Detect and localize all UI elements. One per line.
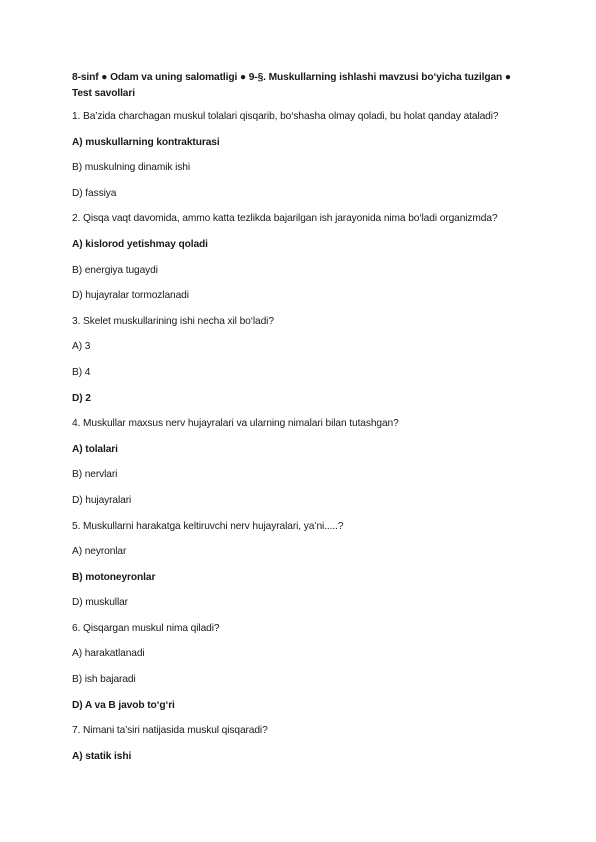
answer-option: D) hujayralari [72, 494, 132, 506]
answer-option: A) harakatlanadi [72, 648, 145, 660]
answer-option: D) muskullar [72, 597, 128, 609]
correct-answer-option: A) kislorod yetishmay qoladi [72, 238, 208, 250]
question-text: 5. Muskullarni harakatga keltiruvchi nerv hujayralari, ya’ni.....? [72, 520, 344, 532]
question-list [72, 110, 532, 763]
answer-option: B) 4 [72, 366, 91, 378]
question-text: 6. Qisqargan muskul nima qiladi? [72, 622, 220, 634]
correct-answer-option: D) A va B javob to‘g‘ri [72, 699, 175, 711]
correct-answer-option: D) 2 [72, 392, 91, 404]
answer-option: B) energiya tugaydi [72, 264, 158, 276]
answer-option: A) 3 [72, 341, 91, 353]
correct-answer-option: B) motoneyronlar [72, 571, 156, 583]
question-text: 3. Skelet muskullarining ishi necha xil bo‘ladi? [72, 315, 274, 327]
question-text: 4. Muskullar maxsus nerv hujayralari va ularning nimalari bilan tutashgan? [72, 418, 399, 430]
answer-option: B) ish bajaradi [72, 674, 136, 686]
document-title: 8-sinf ● Odam va uning salomatligi ● 9-§. Muskullarning ishlashi mavzusi bo‘yicha tuzilgan ● Test savollari [72, 72, 511, 99]
answer-option: D) fassiya [72, 187, 117, 199]
question-text: 7. Nimani ta’siri natijasida muskul qisqaradi? [72, 725, 268, 737]
document-page [72, 70, 532, 775]
question-text: 1. Ba’zida charchagan muskul tolalari qisqarib, bo‘shasha olmay qoladi, bu holat qanday ataladi? [72, 111, 499, 122]
answer-option: B) muskulning dinamik ishi [72, 162, 190, 174]
answer-option: B) nervlari [72, 469, 118, 481]
correct-answer-option: A) muskullarning kontrakturasi [72, 136, 220, 148]
correct-answer-option: A) statik ishi [72, 750, 132, 762]
answer-option: D) hujayralar tormozlanadi [72, 290, 189, 302]
answer-option: A) neyronlar [72, 546, 127, 558]
question-text: 2. Qisqa vaqt davomida, ammo katta tezlikda bajarilgan ish jarayonida nima bo‘ladi organizmda? [72, 213, 498, 225]
correct-answer-option: A) tolalari [72, 443, 118, 455]
